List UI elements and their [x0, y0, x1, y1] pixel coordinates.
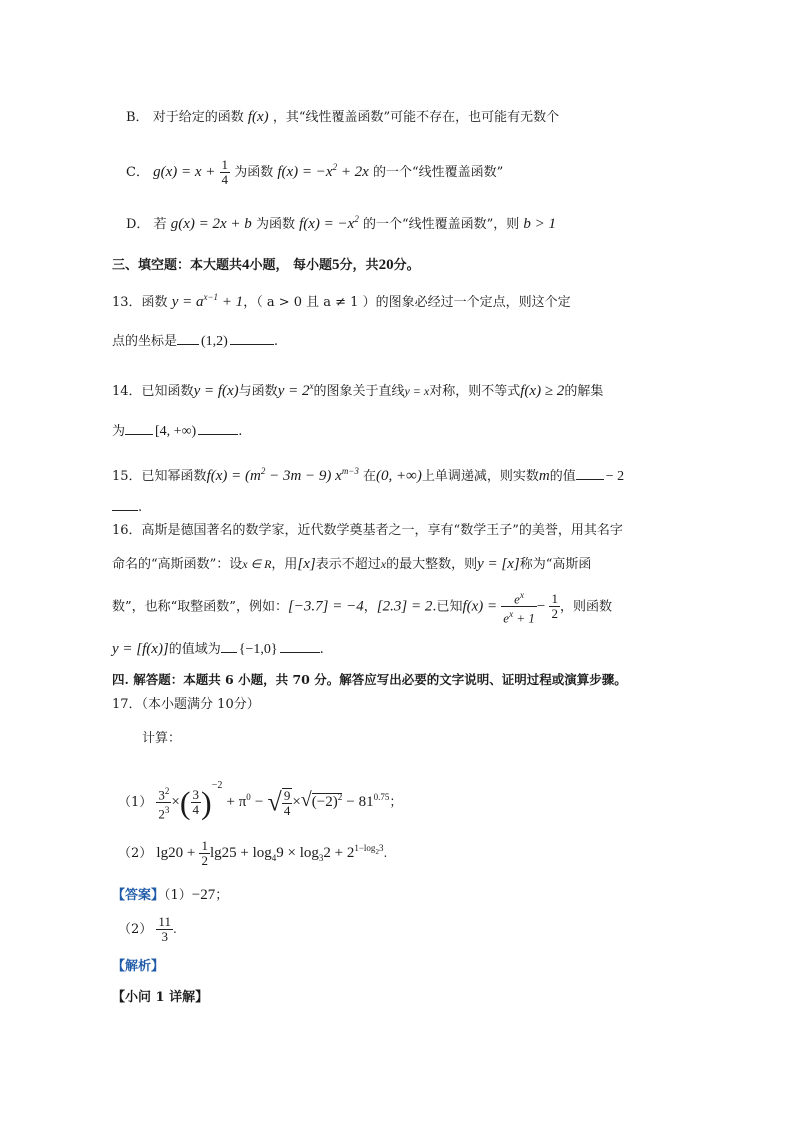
- q17-title: （本小题满分 10分）: [141, 697, 260, 712]
- q15-c: 上单调递减，则实数: [421, 469, 539, 484]
- q17-header: [112, 694, 260, 716]
- q14-e: 的解集: [564, 384, 604, 399]
- option-d-f: [299, 216, 359, 232]
- q15-m: m: [538, 468, 550, 484]
- q13-blank-left: [177, 328, 199, 345]
- option-d-pre: 若: [153, 217, 167, 232]
- answer-tag: 【答案】: [112, 888, 165, 903]
- option-b-function: f(x): [247, 109, 269, 125]
- q13-pre: 函数: [141, 295, 168, 310]
- q16-l2b: x ∈ R: [242, 557, 272, 571]
- q17-p2-frac-num: 1: [201, 838, 208, 853]
- q17-p1-left-paren: (: [179, 784, 191, 821]
- option-d-f-text: f(x) = −x: [299, 216, 355, 232]
- q16-frac-1-den: [501, 607, 537, 625]
- q15-d: 的值: [549, 469, 576, 484]
- q17-prompt: [142, 728, 181, 750]
- q17-p2-c-sub: 3: [318, 853, 324, 863]
- q16-l2f: x: [380, 557, 387, 571]
- answer-line-1: [112, 884, 228, 907]
- q16-blank-right: [280, 636, 320, 653]
- option-c-f: [277, 164, 369, 180]
- q17-p1-sqrt2-exp: 2: [337, 792, 343, 802]
- q14-line: y = x: [404, 384, 430, 398]
- q17-p1-tail-exp: 0.75: [373, 792, 390, 802]
- q17-p1-sqrt-icon: √: [267, 787, 282, 817]
- q17-prompt-text: 计算：: [142, 731, 182, 746]
- q17-p1-label: （1）: [118, 795, 153, 810]
- q17-number: 17．: [112, 697, 142, 712]
- q15-function: [207, 468, 359, 484]
- option-c-label: C．: [126, 165, 149, 180]
- q17-p1-b-num: 3: [192, 787, 200, 802]
- q16-frac-1-num: [501, 588, 537, 607]
- answer-1-value: −27: [191, 887, 216, 903]
- q17-p1-pi-group: [226, 794, 250, 810]
- q17-p1-times2: ×: [292, 794, 301, 810]
- q17-p2-frac: [199, 839, 210, 868]
- option-b-text: 对于给定的函数: [152, 110, 244, 125]
- q15-f: f(x) = (m: [206, 468, 261, 484]
- q17-p2-end: .: [383, 846, 388, 860]
- q16-minus: −: [536, 598, 546, 615]
- q15-blank: [576, 463, 604, 480]
- q16-frac2-num: 1: [551, 591, 558, 607]
- q14-end: .: [238, 424, 243, 439]
- option-c-f-post: + 2x: [340, 164, 369, 180]
- q14-f: y = f(x): [193, 383, 239, 399]
- q16-frac1-num-base: e: [514, 591, 520, 607]
- q17-p1-minus: −: [254, 794, 264, 810]
- q17-p1-b-frac: [191, 788, 202, 817]
- q17-p1-tail-group: [346, 794, 389, 810]
- q13-function: [172, 294, 243, 310]
- option-c-tail: 的一个“线性覆盖函数”: [372, 165, 504, 180]
- q17-p1-frac: [156, 784, 171, 822]
- analysis-tag: 【解析】: [112, 959, 165, 974]
- q16-line-1: [112, 520, 623, 542]
- option-d-condition: b > 1: [523, 216, 557, 232]
- q15-number: 15．: [112, 469, 142, 484]
- q16-end: .: [319, 642, 324, 657]
- q17-part-1: [118, 764, 402, 825]
- option-d-tail: 的一个“线性覆盖函数”，则: [362, 217, 520, 232]
- section-3-total: 20: [378, 257, 394, 273]
- q17-p2-label: （2）: [118, 846, 153, 861]
- q14-g-group: [278, 383, 314, 399]
- q16-l2g: 的最大整数，则: [386, 557, 478, 572]
- section-4-heading-text: 四. 解答题：本题共 6 小题，共 70 分。解答应写出必要的文字说明、证明过程或演算步骤。: [112, 672, 627, 687]
- option-c-fraction: [220, 158, 231, 187]
- q17-p1-times: ×: [171, 794, 180, 810]
- q14-number: 14．: [112, 384, 142, 399]
- q17-p1-tail: − 81: [346, 794, 374, 810]
- q17-p1-plus: + π: [226, 794, 247, 810]
- q16-frac2-den: 2: [551, 606, 558, 622]
- option-c-f-exp: 2: [332, 162, 338, 172]
- q17-p1-sqrt-frac: [282, 788, 293, 818]
- q17-p1-b-exp: −2: [211, 780, 223, 791]
- q16-l2e: 表示不超过: [315, 557, 381, 572]
- q16-l3f: f(x) =: [462, 598, 498, 615]
- q16-l4a: y = [f(x)]: [112, 641, 169, 657]
- section-3-heading-d: 分。: [393, 258, 420, 273]
- q15-a: 已知幂函数: [141, 469, 207, 484]
- q17-p2-d-exp-group: [354, 843, 384, 856]
- q16-answer: {−1,0}: [238, 642, 278, 657]
- q13-exp: x−1: [203, 292, 219, 302]
- q13-number: 13．: [112, 295, 142, 310]
- q17-p2-b: lg25 + log: [209, 845, 272, 861]
- option-b: [126, 106, 559, 129]
- q17-p1-frac-den: [156, 803, 171, 821]
- option-b-label: B．: [126, 110, 149, 125]
- q16-line1: 高斯是德国著名的数学家，近代数学奠基者之一，享有“数学王子”的美誉，用其名字: [141, 523, 623, 538]
- q16-l2c: ，用: [271, 557, 298, 572]
- q17-p1-sqrt2-icon: √: [300, 789, 312, 811]
- q13-answer: (1,2): [201, 334, 228, 349]
- q16-l3g: ，则函数: [559, 599, 612, 615]
- q17-p2-frac-den: 2: [201, 853, 208, 868]
- option-c: [126, 156, 503, 187]
- answer-1-end: ；: [215, 888, 229, 903]
- q16-line-2: [112, 553, 591, 576]
- q16-number: 16．: [112, 523, 142, 538]
- answer-2-label: （2）: [118, 922, 153, 937]
- q16-l3a: 数”，也称“取整函数”，例如：: [112, 599, 288, 615]
- q16-frac1-num-exp: x: [519, 590, 524, 600]
- q16-l3b: [−3.7] = −4: [287, 598, 364, 615]
- q15-f-exp: 2: [260, 466, 266, 476]
- option-c-g: g(x) = x +: [153, 164, 216, 180]
- q15-b: 在: [363, 469, 377, 484]
- q14-c: 的图象关于直线: [313, 384, 405, 399]
- q15-answer: − 2: [605, 469, 625, 484]
- option-d-label: D．: [126, 217, 150, 232]
- q13-blank-right: [230, 328, 274, 345]
- q17-p1-frac-num-exp: 2: [164, 785, 170, 796]
- q17-p2-b-group: [210, 845, 383, 861]
- q16-l2a: 命名的“高斯函数”：设: [112, 557, 243, 572]
- q13-func-tail: + 1: [221, 294, 244, 310]
- q15-interval: (0, +∞): [376, 468, 422, 484]
- q17-p2-c: 9 × log: [276, 845, 319, 861]
- q17-p1-sqrt2-body: [312, 793, 342, 810]
- option-b-text-tail: ，其“线性覆盖函数”可能不存在，也可能有无数个: [272, 110, 560, 125]
- q17-p1-sqrt2: (−2): [311, 794, 338, 810]
- analysis-heading: [112, 956, 164, 978]
- q15-f-mid: − 3m − 9) x: [265, 468, 342, 484]
- q14-answer: [4, +∞): [155, 424, 197, 439]
- section-3-count: 4: [242, 257, 250, 273]
- q16-blank-left: [221, 636, 237, 653]
- answer-2-frac: [156, 915, 173, 944]
- q14-a: 已知函数: [141, 384, 194, 399]
- q17-p2-a: lg20 +: [156, 845, 196, 861]
- q17-p1-sqrt-num: 9: [283, 787, 291, 803]
- q16-frac-1: [501, 588, 537, 626]
- section-3-heading-b: 小题， 每小题: [249, 258, 333, 273]
- section-4-heading: [112, 669, 627, 691]
- option-d: [126, 208, 556, 236]
- q17-p2-d: 2 + 2: [323, 845, 355, 861]
- q16-l4b: 的值域为: [168, 642, 221, 657]
- q17-p1-sqrt-den: 4: [283, 802, 291, 818]
- q16-frac-2: [549, 592, 560, 621]
- q14-line2-text: 为: [112, 424, 126, 439]
- q17-p1-frac-num: [156, 784, 171, 803]
- q16-frac1-den-base: e: [503, 610, 510, 626]
- q13-line-2: [112, 328, 278, 353]
- q17-p2-d-exp: 1−log: [354, 843, 376, 853]
- q15-f-exp2: m−3: [341, 466, 359, 476]
- q15-line-2: [112, 494, 142, 519]
- q16-l2i: 称为“高斯函: [519, 557, 592, 572]
- q14-d: 对称，则不等式: [429, 384, 521, 399]
- q16-frac1-den-exp: x: [509, 609, 514, 620]
- q13-end: .: [273, 334, 278, 349]
- q17-p1-frac-den-exp: 3: [164, 805, 170, 815]
- q16-l3c: ，: [363, 599, 377, 615]
- q13-func: y = a: [171, 294, 204, 310]
- q14-b: 与函数: [238, 384, 278, 399]
- q14-blank-right: [198, 418, 238, 435]
- q17-p1-frac-num-base: 3: [158, 787, 165, 802]
- answer-line-2: [118, 910, 177, 949]
- q17-part-2: [118, 830, 387, 876]
- q14-g-exp: x: [309, 381, 314, 391]
- answer-2-den: 3: [161, 929, 168, 944]
- q17-p1-right-paren: ): [201, 784, 212, 821]
- q17-p1-end: ；: [389, 795, 403, 810]
- q14-line-2: [112, 418, 242, 443]
- section-3-heading: [112, 254, 420, 277]
- section-3-each: 5: [332, 257, 340, 273]
- q15-end: .: [138, 500, 143, 515]
- subquestion-1-heading: [112, 987, 208, 1009]
- answer-2-num: 11: [158, 914, 171, 929]
- q14-inequality: f(x) ≥ 2: [520, 383, 565, 399]
- option-d-mid: 为函数: [255, 217, 295, 232]
- option-c-frac-den: 4: [221, 172, 229, 187]
- q17-p1-pi-exp: 0: [246, 792, 251, 802]
- q16-l2h: y = [x]: [477, 556, 520, 572]
- q17-p1-b-den: 4: [192, 802, 200, 817]
- section-3-heading-c: 分，共: [339, 258, 379, 273]
- q17-p2-d-exp-sub: 2: [375, 847, 379, 856]
- answer-1-label: （1）: [164, 888, 192, 903]
- q14-blank-left: [125, 418, 153, 435]
- subquestion-1-tag: 【小问 1 详解】: [112, 990, 209, 1005]
- q15-line-1: [112, 460, 626, 488]
- q14-g: y = 2: [277, 383, 310, 399]
- q16-l3e: .已知: [432, 599, 463, 615]
- q13-line-1: [112, 286, 571, 314]
- q16-line-4: [112, 636, 324, 661]
- q16-frac1-den-tail: + 1: [513, 610, 535, 626]
- q13-line2-text: 点的坐标是: [112, 334, 178, 349]
- option-c-frac-num: 1: [221, 157, 229, 172]
- q17-p1-frac-den-base: 2: [158, 806, 165, 822]
- q16-l2d: [x]: [297, 556, 316, 572]
- option-c-f-pre: f(x) = −x: [277, 164, 333, 180]
- option-c-mid: 为函数: [234, 165, 274, 180]
- option-d-f-exp: 2: [354, 214, 359, 224]
- q16-line-3: [112, 588, 612, 626]
- answer-2-end: .: [172, 922, 177, 936]
- q15-blank-tail: [112, 494, 138, 511]
- section-3-heading-a: 三、填空题：本大题共: [112, 258, 243, 273]
- option-d-g: g(x) = 2x + b: [170, 216, 252, 232]
- q13-condition: ，（ a > 0 且 a ≠ 1 ）的图象必经过一个定点，则这个定: [243, 295, 571, 310]
- q17-p2-b-sub: 4: [271, 853, 277, 863]
- q16-l3d: [2.3] = 2: [376, 598, 433, 615]
- q14-line-1: [112, 375, 603, 403]
- q17-p2-d-exp-tail: 3: [378, 843, 384, 853]
